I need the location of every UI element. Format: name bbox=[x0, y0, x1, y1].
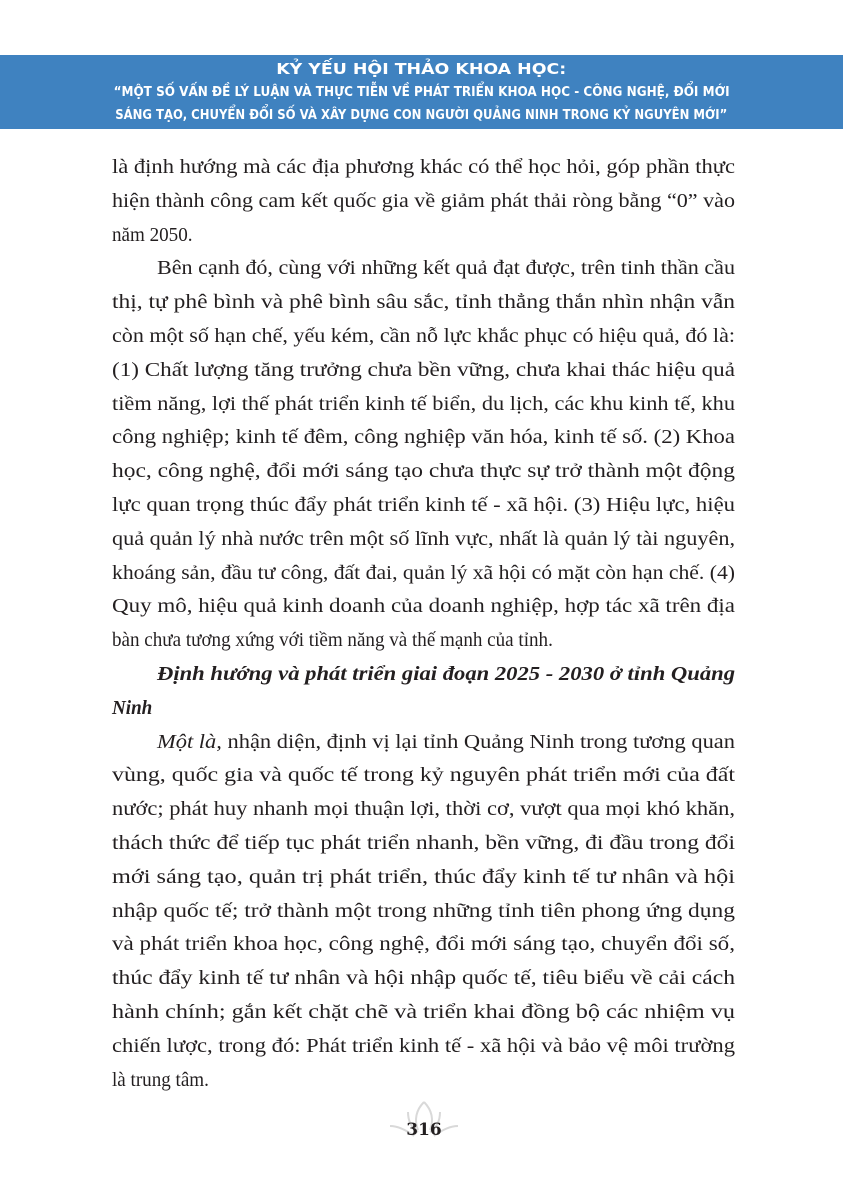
banner-subtitle-line-1-text: “MỘT SỐ VẤN ĐỀ LÝ LUẬN VÀ THỰC TIỄN VỀ PHÁT TRIỂN KHOA HỌC - CÔNG NGHỆ, ĐỔI MỚI bbox=[113, 84, 730, 100]
text-line-content: vùng, quốc gia và quốc tế trong kỷ nguyên phát triển mới của đất bbox=[112, 764, 735, 787]
text-line bbox=[112, 827, 735, 861]
text-line bbox=[112, 861, 735, 895]
text-line-content: học, công nghệ, đổi mới sáng tạo chưa thực sự trở thành một động bbox=[112, 460, 735, 483]
text-line-content: Bên cạnh đó, cùng với những kết quả đạt được, trên tinh thần cầu bbox=[157, 257, 735, 280]
text-line-content: là định hướng mà các địa phương khác có thể học hỏi, góp phần thực bbox=[112, 156, 735, 178]
text-line bbox=[112, 895, 735, 929]
text-line-content: còn một số hạn chế, yếu kém, cần nỗ lực khắc phục có hiệu quả, đó là: bbox=[112, 324, 735, 347]
text-line-content: hiện thành công cam kết quốc gia về giảm phát thải ròng bằng “0” vào bbox=[112, 189, 735, 212]
text-line-content: thúc đẩy kinh tế tư nhân và hội nhập quốc tế, tiêu biểu về cải cách bbox=[112, 967, 735, 990]
text-line bbox=[112, 590, 735, 624]
text-line-content bbox=[157, 726, 735, 760]
text-line bbox=[112, 624, 735, 658]
section-heading-line bbox=[112, 658, 735, 692]
body-text bbox=[112, 151, 735, 1097]
banner-subtitle-line-2 bbox=[0, 109, 843, 123]
text-line-content: (1) Chất lượng tăng trưởng chưa bền vững, chưa khai thác hiệu quả bbox=[112, 358, 735, 381]
text-line-content: là trung tâm. bbox=[112, 1068, 209, 1091]
banner-subtitle-line-2-text: SÁNG TẠO, CHUYỂN ĐỔI SỐ VÀ XÂY DỰNG CON NGƯỜI QUẢNG NINH TRONG KỶ NGUYÊN MỚI” bbox=[115, 107, 728, 123]
text-line-content: năm 2050. bbox=[112, 223, 193, 246]
page-number: 316 bbox=[406, 1120, 442, 1140]
section-heading: Ninh bbox=[112, 696, 153, 719]
text-line bbox=[112, 320, 735, 354]
text-line bbox=[112, 793, 735, 827]
text-line-content: Quy mô, hiệu quả kinh doanh của doanh nghiệp, hợp tác xã trên địa bbox=[112, 595, 735, 618]
text-line-content: lực quan trọng thúc đẩy phát triển kinh tế - xã hội. (3) Hiệu lực, hiệu bbox=[112, 493, 735, 516]
text-line bbox=[112, 1030, 735, 1064]
text-line-content: quả quản lý nhà nước trên một số lĩnh vực, nhất là quản lý tài nguyên, bbox=[112, 527, 735, 550]
lead-phrase: Một là, bbox=[157, 730, 222, 753]
banner-title-text: KỶ YẾU HỘI THẢO KHOA HỌC: bbox=[276, 60, 567, 78]
text-line-content: nhập quốc tế; trở thành một trong những tỉnh tiên phong ứng dụng bbox=[112, 899, 735, 922]
header-banner bbox=[0, 55, 843, 129]
text-line-content: và phát triển khoa học, công nghệ, đổi mới sáng tạo, chuyển đổi số, bbox=[112, 933, 735, 956]
text-line bbox=[112, 962, 735, 996]
text-line bbox=[112, 252, 735, 286]
text-line bbox=[112, 759, 735, 793]
text-line bbox=[112, 996, 735, 1030]
text-line bbox=[112, 219, 735, 253]
text-line-content: tiềm năng, lợi thế phát triển kinh tế biển, du lịch, các khu kinh tế, khu bbox=[112, 392, 735, 415]
text-line bbox=[112, 523, 735, 557]
text-run: nhận diện, định vị lại tỉnh Quảng Ninh trong tương quan bbox=[221, 730, 735, 753]
text-line bbox=[112, 928, 735, 962]
text-line-content: công nghiệp; kinh tế đêm, công nghiệp văn hóa, kinh tế số. (2) Khoa bbox=[112, 426, 735, 449]
text-line bbox=[112, 421, 735, 455]
text-line bbox=[112, 455, 735, 489]
text-line-content: chiến lược, trong đó: Phát triển kinh tế - xã hội và bảo vệ môi trường bbox=[112, 1034, 735, 1057]
text-line-content: nước; phát huy nhanh mọi thuận lợi, thời cơ, vượt qua mọi khó khăn, bbox=[112, 798, 735, 821]
text-line-content: thách thức để tiếp tục phát triển nhanh, bền vững, đi đầu trong đổi bbox=[112, 831, 735, 854]
text-line-content: khoáng sản, đầu tư công, đất đai, quản lý xã hội có mặt còn hạn chế. (4) bbox=[112, 561, 735, 584]
section-heading: Định hướng và phát triển giai đoạn 2025 - 2030 ở tỉnh Quảng bbox=[157, 662, 735, 685]
banner-title bbox=[0, 62, 843, 77]
banner-subtitle-line-1 bbox=[0, 86, 843, 100]
text-line bbox=[112, 354, 735, 388]
text-line bbox=[112, 1064, 735, 1098]
text-line-content: bàn chưa tương xứng với tiềm năng và thế mạnh của tỉnh. bbox=[112, 629, 553, 652]
text-line bbox=[112, 388, 735, 422]
text-line-content: thị, tự phê bình và phê bình sâu sắc, tỉnh thẳng thắn nhìn nhận vẫn bbox=[112, 291, 735, 314]
text-line bbox=[112, 557, 735, 591]
text-line bbox=[112, 489, 735, 523]
section-heading-line bbox=[112, 692, 735, 726]
text-line bbox=[112, 185, 735, 219]
text-line-content: hành chính; gắn kết chặt chẽ và triển khai đồng bộ các nhiệm vụ bbox=[112, 1000, 735, 1023]
text-line bbox=[112, 726, 735, 760]
text-line bbox=[112, 286, 735, 320]
text-line-content: mới sáng tạo, quản trị phát triển, thúc đẩy kinh tế tư nhân và hội bbox=[112, 865, 735, 888]
text-line bbox=[112, 151, 735, 185]
